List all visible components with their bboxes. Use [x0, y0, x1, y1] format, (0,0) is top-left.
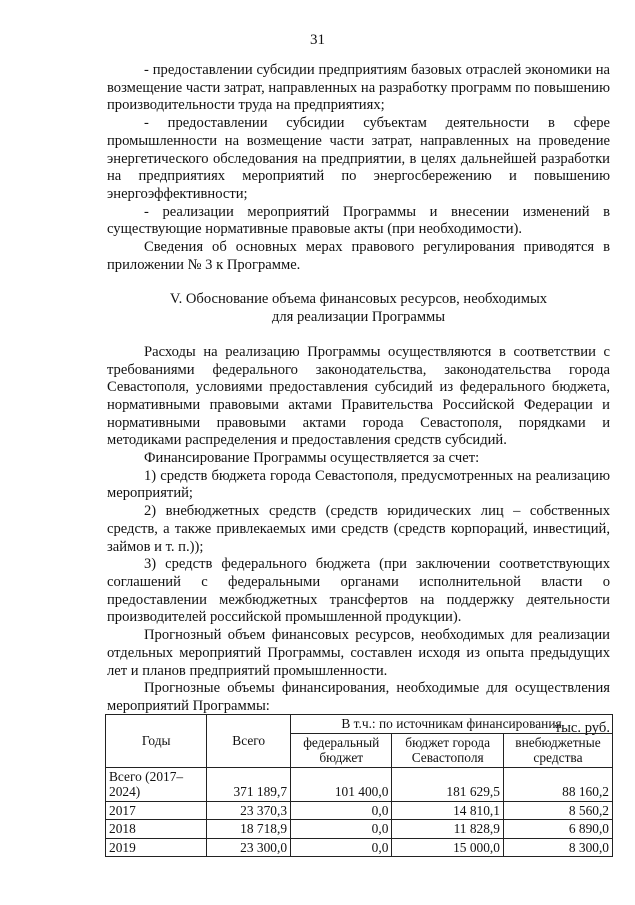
cell-total: 18 718,9	[207, 820, 291, 839]
section-heading-line-1: V. Обоснование объема финансовых ресурсов, необходимых	[169, 291, 548, 308]
page-number: 31	[310, 32, 325, 48]
cell-total: 23 300,0	[207, 838, 291, 857]
cell-federal: 0,0	[291, 801, 392, 820]
section-heading	[107, 291, 610, 326]
header-years: Годы	[106, 715, 207, 768]
cell-extra: 8 560,2	[503, 801, 612, 820]
cell-city: 181 629,5	[392, 767, 504, 801]
list-item: 1) средств бюджета города Севастополя, предусмотренных на реализацию мероприятий;	[107, 467, 610, 502]
paragraph: - предоставлении субсидии субъектам деятельности в сфере промышленности на возмещение части затрат, направленных на проведение энергетического обследования на предприятии, в целях дальнейшей разработки на предприятиях мероприятий по энергосбережению и повышению энергоэффективности;	[107, 115, 610, 202]
cell-federal: 0,0	[291, 820, 392, 839]
paragraph: - реализации мероприятий Программы и внесении изменений в существующие нормативные правовые акты (при необходимости).	[107, 203, 610, 238]
header-total: Всего	[207, 715, 291, 768]
cell-total: 23 370,3	[207, 801, 291, 820]
cell-total: 371 189,7	[207, 767, 291, 801]
cell-city: 11 828,9	[392, 820, 504, 839]
table-row	[106, 838, 613, 857]
paragraph: Сведения об основных мерах правового регулирования приводятся в приложении № 3 к Программе.	[107, 239, 610, 273]
document-body	[107, 62, 610, 737]
table-row	[106, 767, 613, 801]
section-heading-line-2: для реализации Программы	[271, 309, 446, 326]
list-item: 2) внебюджетных средств (средств юридических лиц – собственных средств, а также привлекаемых ими средств (средств корпораций, инвестиций, займов и т. п.));	[107, 503, 610, 555]
table-row	[106, 820, 613, 839]
cell-city: 14 810,1	[392, 801, 504, 820]
table-row	[106, 801, 613, 820]
unit-label: тыс. руб.	[554, 719, 610, 736]
header-sources: В т.ч.: по источникам финансирования	[291, 715, 613, 734]
cell-year: 2019	[106, 838, 207, 857]
header-city: бюджет города Севастополя	[392, 733, 504, 767]
header-federal: федеральный бюджет	[291, 733, 392, 767]
cell-extra: 88 160,2	[503, 767, 612, 801]
cell-year: Всего (2017–2024)	[106, 767, 207, 801]
paragraph: Расходы на реализацию Программы осуществляются в соответствии с требованиями федерального законодательства, законодательства города Севастополя, условиями предоставления субсидий из федерального бюджета, нормативными правовыми актами Правительства Российской Федерации и нормативными правовыми актами города Севастополя, порядками и методиками распределения и предоставления средств субсидий.	[107, 343, 610, 449]
table-header-row	[106, 715, 613, 734]
paragraph: - предоставлении субсидии предприятиям базовых отраслей экономики на возмещение части затрат, направленных на разработку программ по повышению производительности труда на предприятиях;	[107, 62, 610, 114]
cell-city: 15 000,0	[392, 838, 504, 857]
paragraph: Прогнозный объем финансовых ресурсов, необходимых для реализации отдельных мероприятий Программы, составлен исходя из опыта предыдущих лет и планов предприятий промышленности.	[107, 627, 610, 679]
cell-extra: 6 890,0	[503, 820, 612, 839]
paragraph: Финансирование Программы осуществляется за счет:	[144, 450, 480, 467]
cell-extra: 8 300,0	[503, 838, 612, 857]
paragraph: Прогнозные объемы финансирования, необходимые для осуществления мероприятий Программы:	[107, 680, 610, 714]
cell-federal: 0,0	[291, 838, 392, 857]
cell-year: 2017	[106, 801, 207, 820]
financing-table	[105, 714, 613, 857]
list-item: 3) средств федерального бюджета (при заключении соответствующих соглашений с федеральными органами исполнительной власти о предоставлении межбюджетных трансфертов на поддержку деятельности производителей российской промышленной продукции).	[107, 556, 610, 626]
header-extra: внебюджетные средства	[503, 733, 612, 767]
cell-year: 2018	[106, 820, 207, 839]
cell-federal: 101 400,0	[291, 767, 392, 801]
